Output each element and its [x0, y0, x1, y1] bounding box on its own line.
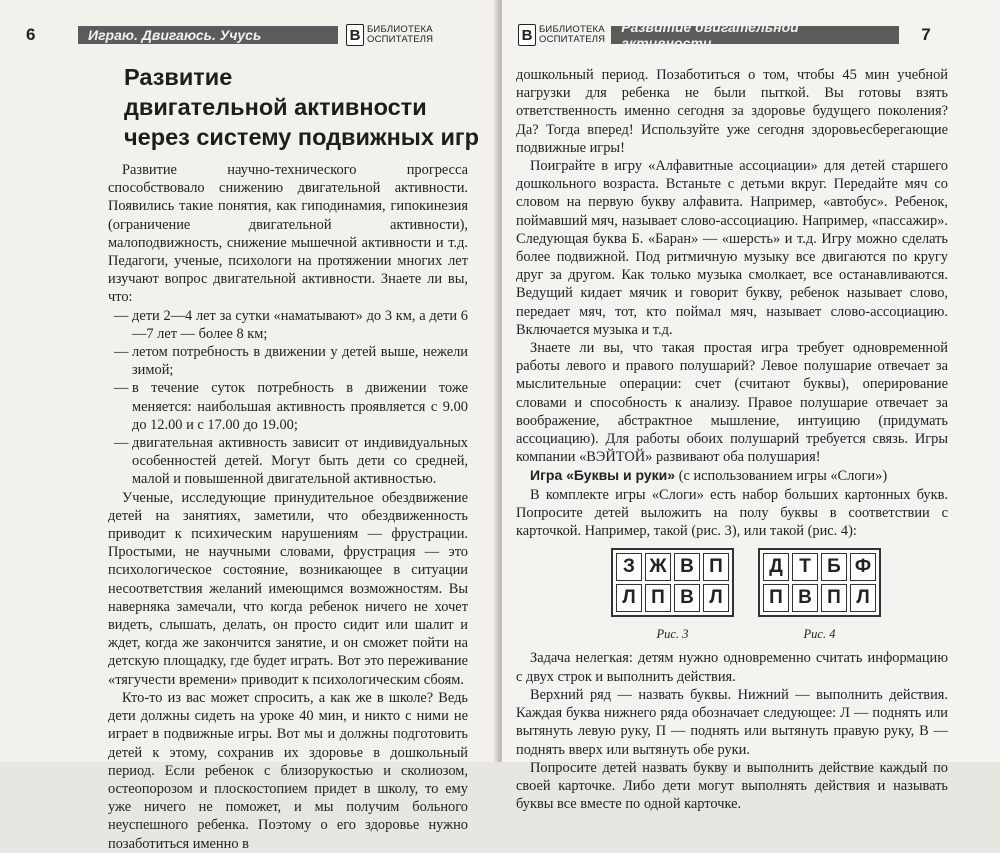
paragraph: Поиграйте в игру «Алфавитные ассоциации» для детей старшего дошкольного возраста. Встаньте с детьми вкруг. Передайте мяч со словом на первую букву алфавита. Например, «автобус». Ребенок, поймавший мяч, называет слово-ассоциацию. Например, «пассажир». Следующая буква Б. «Баран» — «шерсть» и т.д. Игру можно сделать более подвижной. Под ритмичную музыку все двигаются по кругу друг за другом. Как только музыка смолкает, все останавливаются. Ведущий кидает мячик и говорит букву, ребенок называет слово, передает мяч, тот, кто поймал мяч, называет слово-ассоциацию. Включается музыка и т.д. — [516, 158, 948, 338]
figure-card — [611, 548, 734, 643]
book-icon: В — [346, 24, 364, 46]
paragraph: Задача нелегкая: детям нужно одновременно считать информацию с двух строк и выполнить действия. — [516, 650, 948, 685]
figure-card — [758, 548, 881, 643]
list-item: — двигательная активность зависит от индивидуальных особенностей детей. Могут быть дети со средней, малой и повышенной двигательной активностью. — [108, 434, 468, 489]
letter-cell: Т — [792, 553, 818, 581]
list-item: — летом потребность в движении у детей выше, нежели зимой; — [108, 343, 468, 379]
paragraph: Развитие научно-технического прогресса способствовало снижению двигательной активности. Появились такие понятия, как гиподинамия, гипокинезия (ограничение двигательной активности), малоподвижность, снижение мышечной активности и т.д. Педагоги, ученые, психологи на протяжении многих лет изучают вопрос двигательной активности. Знаете ли вы, что: — [108, 162, 468, 306]
right-page — [502, 0, 1000, 813]
letter-cell: П — [703, 553, 729, 581]
right-header — [518, 19, 984, 51]
letter-cell: Л — [850, 584, 876, 612]
title-line: Развитие — [124, 64, 233, 90]
letter-cell: В — [792, 584, 818, 612]
header-title: Развитие двигательной активности — [611, 26, 899, 44]
paragraph: Кто-то из вас может спросить, а как же в школе? Ведь дети должны сидеть на уроке 40 мин, и никто с ними не играет в подвижные игры. Вот мы и должны подготовить детей к этому, сохранив их здоровье в дошкольный период. Если ребенок с близорукостью и сколиозом, остеопорозом и плоскостопием придет в школу, то ему уже ничего не поможет, и мы получим больного неуспешного ребенка. Поэтому о его здоровье нужно позаботиться именно в — [108, 689, 468, 852]
letter-cell: З — [616, 553, 642, 581]
letter-cell: П — [763, 584, 789, 612]
letter-cell: Ж — [645, 553, 671, 581]
letter-cell: Л — [616, 584, 642, 612]
list-item: — в течение суток потребность в движении тоже меняется: наибольшая активность проявляется с 9.00 до 12.00 и с 17.00 до 19.00; — [108, 379, 468, 434]
right-body-text — [516, 66, 948, 813]
game-subtitle: (с использованием игры «Слоги») — [675, 468, 888, 485]
paragraph: дошкольный период. Позаботиться о том, чтобы 45 мин учебной нагрузки для ребенка не были пыткой. Вы готовы взять ответственность именно сегодня за здоровье будущего поколения? Да? Тогда вперед! Используйте уже сегодня здоровьесберегающие подвижные игры! — [516, 67, 948, 156]
paragraph: Верхний ряд — назвать буквы. Нижний — выполнить действия. Каждая буква нижнего ряда обозначает следующее: Л — поднять или вытянуть левую руку, П — поднять или вытянуть правую руку, В — поднять вверх или вытянуть обе руки. — [516, 686, 948, 758]
logo-line1: БИБЛИОТЕКА — [367, 24, 433, 35]
series-logo — [518, 24, 605, 46]
letter-grid — [758, 548, 881, 617]
game-title: Игра «Буквы и руки» — [530, 467, 676, 484]
game-subheading — [516, 466, 948, 485]
series-logo — [346, 24, 433, 46]
letter-cell: Д — [763, 553, 789, 581]
title-line: двигательной активности — [124, 94, 427, 120]
paragraph: В комплекте игры «Слоги» есть набор больших картонных букв. Попросите детей выложить на полу буквы в соответствии с карточкой. Например, такой (рис. 3), или такой (рис. 4): — [516, 486, 948, 540]
letter-cell: П — [645, 584, 671, 612]
book-icon: В — [518, 24, 536, 46]
letter-cell: Л — [703, 584, 729, 612]
page-number: 7 — [921, 25, 931, 44]
logo-line2: ОСПИТАТЕЛЯ — [367, 34, 434, 45]
paragraph: Попросите детей назвать букву и выполнить действие каждый по своей карточке. Либо дети могут выполнять действия и называть буквы все вместе по одной карточке. — [516, 759, 948, 813]
figure-caption: Рис. 3 — [656, 627, 689, 642]
left-body-text — [108, 161, 468, 853]
letter-cell: П — [821, 584, 847, 612]
letter-cell: В — [674, 584, 700, 612]
left-page — [0, 0, 498, 852]
paragraph: Ученые, исследующие принудительное обездвижение детей на занятиях, заметили, что обездвиженность приводит к психическим нарушениям — фрустрации. Простыми, не научными словами, фрустрация — это психологическое состояние, возникающее в ситуации несоответствия желаний имеющимся возможностям. Вы наверняка замечали, что когда ребенок ничего не хочет видеть, слышать, делать, он просто сидит или шалит и ждет, когда же закончится занятие, и он сможет пойти на детскую площадку, где будет играть. Вот это переживание «тягучести времени» приводит к психологическим сбоям. — [108, 489, 468, 688]
figure-caption: Рис. 4 — [803, 627, 836, 642]
facts-list — [108, 307, 468, 489]
chapter-title — [124, 62, 484, 152]
letter-cell: Ф — [850, 553, 876, 581]
title-line: через систему подвижных игр — [124, 124, 480, 150]
letter-cell: Б — [821, 553, 847, 581]
logo-line2: ОСПИТАТЕЛЯ — [539, 34, 606, 45]
header-title: Играю. Двигаюсь. Учусь — [78, 26, 338, 44]
letter-cards — [544, 548, 948, 643]
letter-grid — [611, 548, 734, 617]
paragraph: Знаете ли вы, что такая простая игра требует одновременной работы левого и правого полушарий? Левое полушарие отвечает за мыслительные операции: счет (считают буквы), оперирование словами и способность к анализу. Правое полушарие отвечает за воображение, абстрактное мышление, интуицию (придумать ассоциацию). Для работы обоих полушарий требуется связь. Игры компании «ВЭЙТОЙ» развивают оба полушария! — [516, 340, 948, 466]
logo-line1: БИБЛИОТЕКА — [539, 24, 605, 35]
list-item: — дети 2—4 лет за сутки «наматывают» до 3 км, а дети 6—7 лет — более 8 км; — [108, 307, 468, 343]
letter-cell: В — [674, 553, 700, 581]
page-number: 6 — [26, 25, 36, 44]
left-header — [26, 24, 492, 46]
